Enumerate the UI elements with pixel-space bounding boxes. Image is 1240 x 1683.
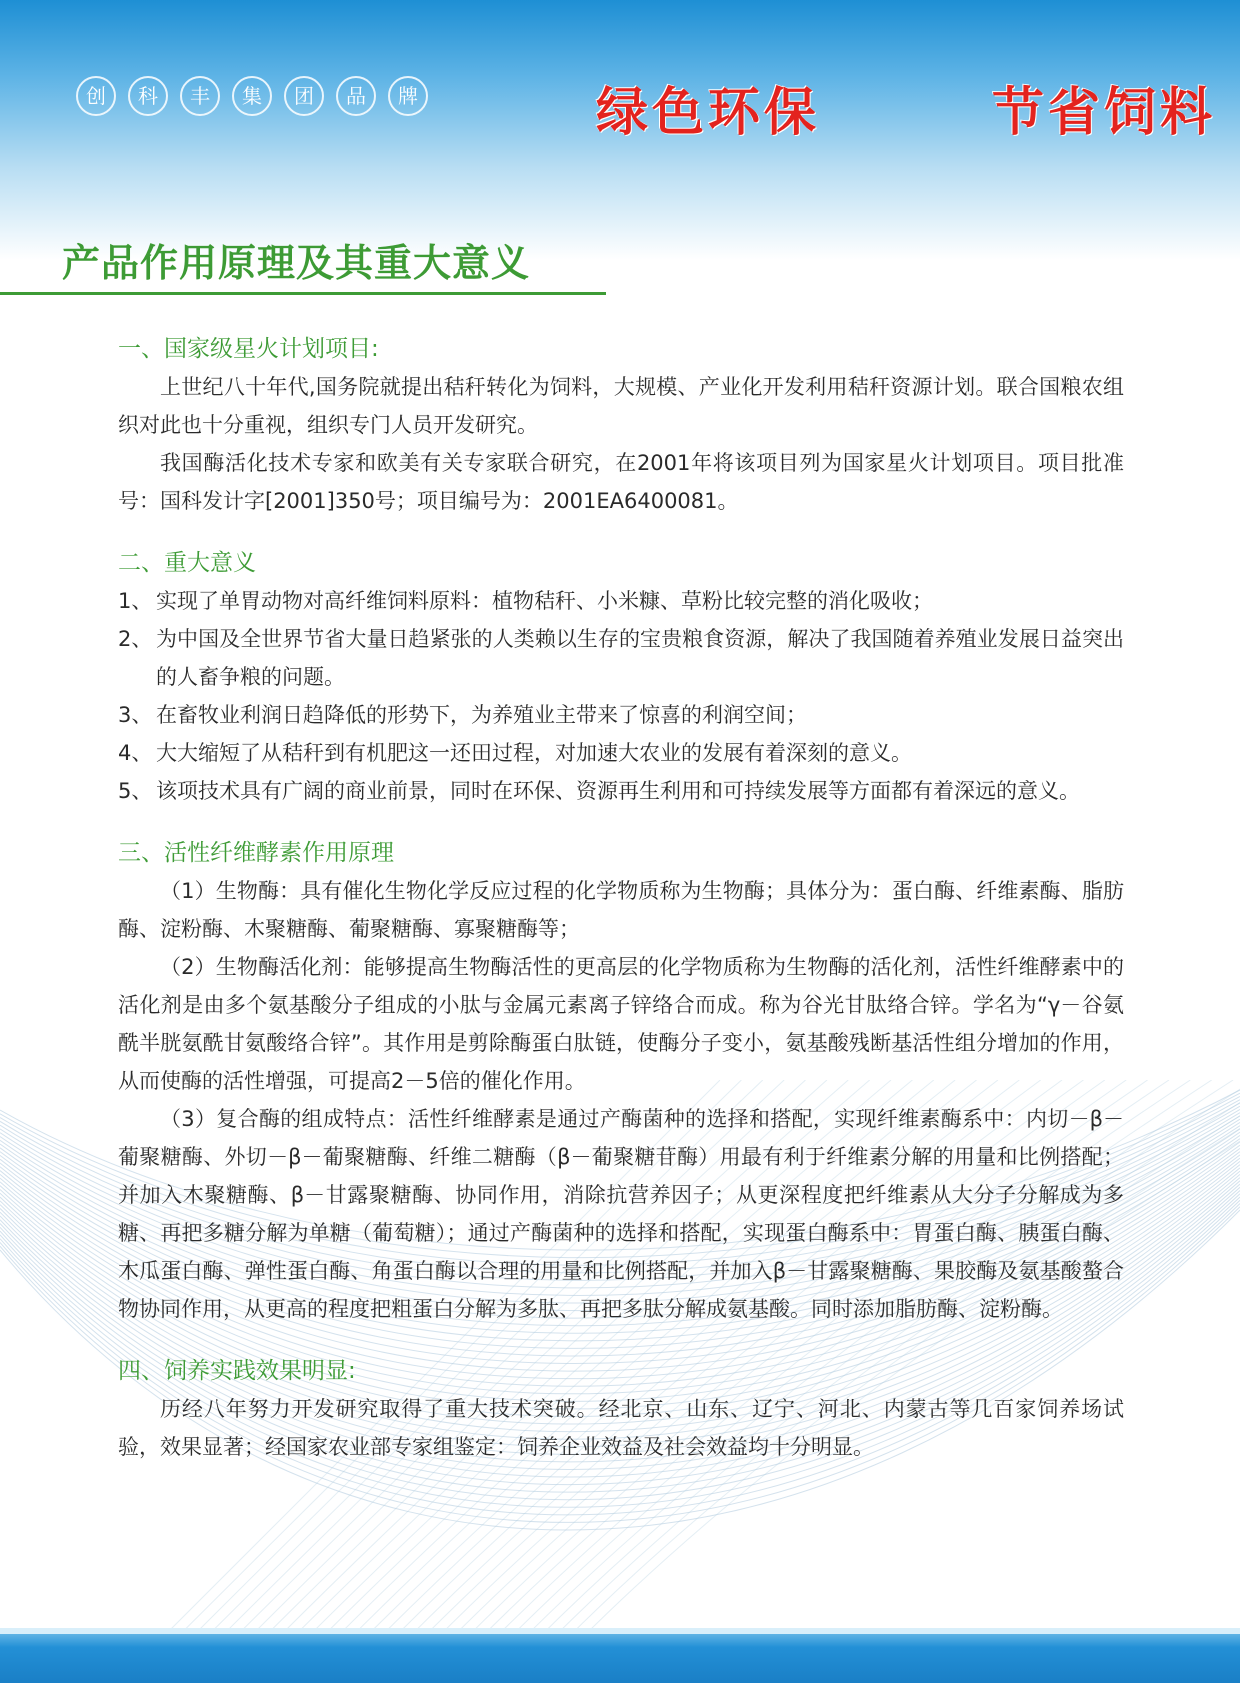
document-body (118, 330, 1124, 1466)
brand-char: 创 (76, 76, 116, 116)
list-text: 为中国及全世界节省大量日趋紧张的人类赖以生存的宝贵粮食资源，解决了我国随着养殖业发展日益突出的人畜争粮的问题。 (156, 627, 1124, 689)
list-text: 该项技术具有广阔的商业前景，同时在环保、资源再生利用和可持续发展等方面都有着深远的意义。 (156, 779, 1080, 803)
list-item (118, 696, 1124, 734)
list-number: 3、 (118, 703, 153, 727)
brand-char: 丰 (180, 76, 220, 116)
brand-char: 品 (336, 76, 376, 116)
slogan-left: 绿色环保 (596, 83, 821, 143)
section-heading-4: 四、饲养实践效果明显: (118, 1358, 356, 1384)
paragraph: 上世纪八十年代,国务院就提出秸秆转化为饲料，大规模、产业化开发利用秸秆资源计划。联合国粮农组织对此也十分重视，组织专门人员开发研究。 (118, 375, 1124, 437)
list-item (118, 582, 1124, 620)
section-heading-3: 三、活性纤维酵素作用原理 (118, 840, 394, 866)
brand-char: 牌 (388, 76, 428, 116)
slogan-right: 节省饲料 (991, 83, 1216, 143)
paragraph: （3）复合酶的组成特点：活性纤维酵素是通过产酶菌种的选择和搭配，实现纤维素酶系中：内切－β－葡聚糖酶、外切－β－葡聚糖酶、纤维二糖酶（β－葡聚糖苷酶）用最有利于纤维素分解的用量和比例搭配；并加入木聚糖酶、β－甘露聚糖酶、协同作用，消除抗营养因子；从更深程度把纤维素从大分子分解成为多糖、再把多糖分解为单糖（葡萄糖）；通过产酶菌种的选择和搭配，实现蛋白酶系中：胃蛋白酶、胰蛋白酶、木瓜蛋白酶、弹性蛋白酶、角蛋白酶以合理的用量和比例搭配，并加入β－甘露聚糖酶、果胶酶及氨基酸螯合物协同作用，从更高的程度把粗蛋白分解为多肽、再把多肽分解成氨基酸。同时添加脂肪酶、淀粉酶。 (118, 1107, 1124, 1321)
list-item (118, 734, 1124, 772)
footer-blue-band (0, 1628, 1240, 1683)
list-item (118, 772, 1124, 810)
brand-tagline (76, 76, 428, 116)
brand-char: 科 (128, 76, 168, 116)
paragraph: （1）生物酶：具有催化生物化学反应过程的化学物质称为生物酶；具体分为：蛋白酶、纤维素酶、脂肪酶、淀粉酶、木聚糖酶、葡聚糖酶、寡聚糖酶等； (118, 879, 1124, 941)
section-heading-2: 二、重大意义 (118, 550, 256, 576)
list-text: 大大缩短了从秸秆到有机肥这一还田过程，对加速大农业的发展有着深刻的意义。 (156, 741, 912, 765)
list-text: 实现了单胃动物对高纤维饲料原料：植物秸秆、小米糠、草粉比较完整的消化吸收； (156, 589, 933, 613)
section-heading-1: 一、国家级星火计划项目: (118, 336, 379, 362)
footer-highlight-line (0, 1628, 1240, 1634)
title-underline (0, 292, 606, 295)
paragraph: （2）生物酶活化剂：能够提高生物酶活性的更高层的化学物质称为生物酶的活化剂，活性纤维酵素中的活化剂是由多个氨基酸分子组成的小肽与金属元素离子锌络合而成。称为谷光甘肽络合锌。学名为“γ－谷氨酰半胱氨酰甘氨酸络合锌”。其作用是剪除酶蛋白肽链，使酶分子变小，氨基酸残断基活性组分增加的作用，从而使酶的活性增强，可提高2－5倍的催化作用。 (118, 955, 1124, 1093)
paragraph: 我国酶活化技术专家和欧美有关专家联合研究，在2001年将该项目列为国家星火计划项目。项目批准号：国科发计字[2001]350号；项目编号为：2001EA6400081。 (118, 451, 1124, 513)
brand-char: 团 (284, 76, 324, 116)
slogan (596, 70, 1216, 145)
list-number: 2、 (118, 627, 153, 651)
list-number: 5、 (118, 779, 153, 803)
page-title: 产品作用原理及其重大意义 (62, 241, 531, 285)
list-number: 1、 (118, 589, 153, 613)
list-number: 4、 (118, 741, 153, 765)
brand-char: 集 (232, 76, 272, 116)
paragraph: 历经八年努力开发研究取得了重大技术突破。经北京、山东、辽宁、河北、内蒙古等几百家饲养场试验，效果显著；经国家农业部专家组鉴定：饲养企业效益及社会效益均十分明显。 (118, 1397, 1124, 1459)
list-text: 在畜牧业利润日趋降低的形势下，为养殖业主带来了惊喜的利润空间； (156, 703, 807, 727)
list-item (118, 620, 1124, 696)
